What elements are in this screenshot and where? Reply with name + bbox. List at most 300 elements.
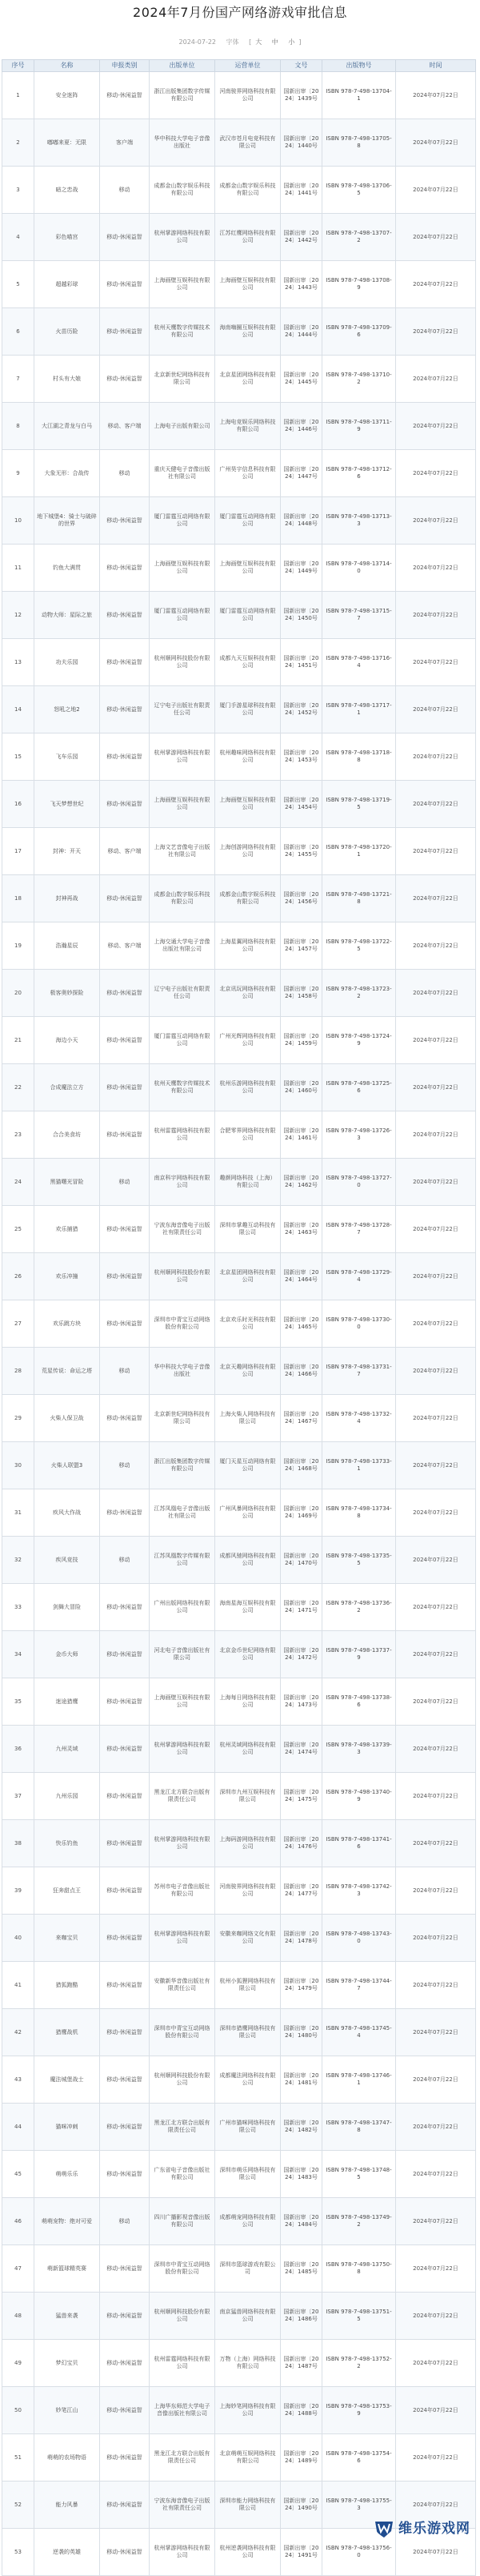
cell-publisher: 河北电子音像出版社有限公司 (150, 1631, 215, 1678)
cell-operator: 江苏红鹰网络科技有限公司 (215, 214, 281, 261)
cell-approval-no: 国新出审〔2024〕1461号 (281, 1111, 322, 1159)
cell-date: 2024年07月22日 (396, 733, 476, 781)
cell-isbn: ISBN 978-7-498-13719-5 (322, 781, 396, 828)
cell-publisher: 广州出版网络科技有限公司 (150, 1584, 215, 1631)
cell-isbn: ISBN 978-7-498-13709-6 (322, 308, 396, 356)
cell-no: 6 (2, 308, 34, 356)
cell-operator: 安徽来咖网络文化有限公司 (215, 1915, 281, 1962)
cell-publisher: 杭州雷霆网络科技有限公司 (150, 1111, 215, 1159)
cell-isbn: ISBN 978-7-498-13726-3 (322, 1111, 396, 1159)
cell-date: 2024年07月22日 (396, 1442, 476, 1489)
cell-game-name: 海边小天 (34, 1017, 100, 1064)
cell-publisher: 杭州掌游网络科技有限公司 (150, 1820, 215, 1867)
cell-no: 43 (2, 2056, 34, 2104)
cell-game-name: 九州灵域 (34, 1726, 100, 1773)
font-size-medium[interactable]: 中 (271, 38, 278, 46)
cell-date: 2024年07月22日 (396, 1064, 476, 1111)
font-size-small[interactable]: 小 (288, 38, 295, 46)
cell-game-name: 剑舞大冒险 (34, 1584, 100, 1631)
cell-no: 8 (2, 403, 34, 450)
table-row (2, 1348, 476, 1395)
cell-isbn: ISBN 978-7-498-13740-9 (322, 1773, 396, 1820)
cell-isbn: ISBN 978-7-498-13754-6 (322, 2434, 396, 2482)
cell-operator: 南京猛兽网络科技有限公司 (215, 2293, 281, 2340)
cell-operator: 杭州灵域网络科技有限公司 (215, 1726, 281, 1773)
cell-date: 2024年07月22日 (396, 497, 476, 545)
cell-isbn: ISBN 978-7-498-13732-4 (322, 1395, 396, 1442)
cell-isbn: ISBN 978-7-498-13724-9 (322, 1017, 396, 1064)
cell-publisher: 江苏凤凰数字传媒有限公司 (150, 1537, 215, 1584)
cell-no: 29 (2, 1395, 34, 1442)
cell-game-name: 能力风暴 (34, 2482, 100, 2529)
table-row (2, 308, 476, 356)
cell-operator: 上海每日网络科技有限公司 (215, 1678, 281, 1726)
font-size-label: 字体 (226, 38, 239, 46)
cell-no: 51 (2, 2434, 34, 2482)
cell-date: 2024年07月22日 (396, 1726, 476, 1773)
cell-approval-no: 国新出审〔2024〕1455号 (281, 828, 322, 875)
cell-date: 2024年07月22日 (396, 639, 476, 686)
cell-approval-no: 国新出审〔2024〕1458号 (281, 970, 322, 1017)
table-row (2, 1584, 476, 1631)
cell-category: 移动-休闲益智 (100, 72, 150, 119)
cell-game-name: 浩瀚星辰 (34, 922, 100, 970)
cell-isbn: ISBN 978-7-498-13752-2 (322, 2340, 396, 2387)
cell-game-name: 逆袭的英雄 (34, 2529, 100, 2576)
cell-no: 52 (2, 2482, 34, 2529)
cell-operator: 上海火柴人网络科技有限公司 (215, 1395, 281, 1442)
cell-publisher: 杭州掌游网络科技有限公司 (150, 1726, 215, 1773)
table-row (2, 1300, 476, 1348)
cell-approval-no: 国新出审〔2024〕1449号 (281, 545, 322, 592)
cell-category: 移动-休闲益智 (100, 1395, 150, 1442)
cell-operator: 厦门雷霆互动网络有限公司 (215, 497, 281, 545)
cell-approval-no: 国新出审〔2024〕1475号 (281, 1773, 322, 1820)
cell-category: 移动-休闲益智 (100, 1584, 150, 1631)
cell-approval-no: 国新出审〔2024〕1481号 (281, 2056, 322, 2104)
cell-publisher: 苏州市电子音像出版社有限公司 (150, 1867, 215, 1915)
cell-no: 25 (2, 1206, 34, 1253)
cell-game-name: 九州乐园 (34, 1773, 100, 1820)
cell-category: 移动-休闲益智 (100, 1867, 150, 1915)
cell-no: 42 (2, 2009, 34, 2056)
cell-date: 2024年07月22日 (396, 308, 476, 356)
cell-category: 移动 (100, 1159, 150, 1206)
cell-game-name: 飞车乐园 (34, 733, 100, 781)
cell-no: 17 (2, 828, 34, 875)
cell-isbn: ISBN 978-7-498-13741-6 (322, 1820, 396, 1867)
cell-approval-no: 国新出审〔2024〕1452号 (281, 686, 322, 733)
cell-no: 1 (2, 72, 34, 119)
cell-no: 22 (2, 1064, 34, 1111)
cell-game-name: 猎狐跑酷 (34, 1962, 100, 2009)
cell-category: 移动-休闲益智 (100, 2482, 150, 2529)
cell-date: 2024年07月22日 (396, 1253, 476, 1300)
cell-operator: 上海星翼网络科技有限公司 (215, 922, 281, 970)
table-row (2, 1395, 476, 1442)
cell-date: 2024年07月22日 (396, 2198, 476, 2245)
cell-category: 移动-休闲益智 (100, 308, 150, 356)
cell-no: 7 (2, 356, 34, 403)
table-row (2, 733, 476, 781)
cell-date: 2024年07月22日 (396, 356, 476, 403)
cell-approval-no: 国新出审〔2024〕1440号 (281, 119, 322, 167)
cell-publisher: 厦门雷霆互动网络有限公司 (150, 497, 215, 545)
cell-game-name: 欢乐冲撞 (34, 1253, 100, 1300)
cell-isbn: ISBN 978-7-498-13705-8 (322, 119, 396, 167)
cell-operator: 北京讯玩网络科技有限公司 (215, 970, 281, 1017)
cell-isbn: ISBN 978-7-498-13727-0 (322, 1159, 396, 1206)
cell-publisher: 黑龙江北方联合出版有限责任公司 (150, 1773, 215, 1820)
cell-approval-no: 国新出审〔2024〕1479号 (281, 1962, 322, 2009)
cell-publisher: 上海华东师范大学电子音像出版社有限公司 (150, 2387, 215, 2434)
cell-publisher: 黑龙江北方联合出版有限责任公司 (150, 2434, 215, 2482)
cell-operator: 成都九天互娱科技有限公司 (215, 639, 281, 686)
table-row (2, 2151, 476, 2198)
cell-game-name: 大江湖之青龙与白马 (34, 403, 100, 450)
font-size-switcher: [ 大 中 小 ] (249, 38, 302, 46)
cell-approval-no: 国新出审〔2024〕1456号 (281, 875, 322, 922)
cell-no: 34 (2, 1631, 34, 1678)
cell-date: 2024年07月22日 (396, 2482, 476, 2529)
cell-date: 2024年07月22日 (396, 2151, 476, 2198)
column-header-operator: 运营单位 (215, 60, 281, 72)
cell-category: 移动-休闲益智 (100, 1017, 150, 1064)
cell-date: 2024年07月22日 (396, 2245, 476, 2293)
cell-isbn: ISBN 978-7-498-13716-4 (322, 639, 396, 686)
cell-category: 移动-休闲益智 (100, 545, 150, 592)
cell-category: 移动-休闲益智 (100, 639, 150, 686)
cell-isbn: ISBN 978-7-498-13704-1 (322, 72, 396, 119)
cell-approval-no: 国新出审〔2024〕1478号 (281, 1915, 322, 1962)
cell-game-name: 萌萌乐乐 (34, 2151, 100, 2198)
table-row (2, 1253, 476, 1300)
cell-game-name: 安全迷阵 (34, 72, 100, 119)
cell-no: 30 (2, 1442, 34, 1489)
cell-date: 2024年07月22日 (396, 592, 476, 639)
cell-isbn: ISBN 978-7-498-13738-6 (322, 1678, 396, 1726)
cell-operator: 上海创游网络科技有限公司 (215, 828, 281, 875)
cell-approval-no: 国新出审〔2024〕1474号 (281, 1726, 322, 1773)
cell-isbn: ISBN 978-7-498-13755-3 (322, 2482, 396, 2529)
cell-publisher: 辽宁电子出版社有限责任公司 (150, 970, 215, 1017)
cell-operator: 广州光辉网络科技有限公司 (215, 1017, 281, 1064)
cell-date: 2024年07月22日 (396, 2056, 476, 2104)
table-row (2, 781, 476, 828)
cell-no: 23 (2, 1111, 34, 1159)
cell-no: 40 (2, 1915, 34, 1962)
cell-date: 2024年07月22日 (396, 1111, 476, 1159)
cell-operator: 广州风暴网络科技有限公司 (215, 1489, 281, 1537)
cell-no: 39 (2, 1867, 34, 1915)
cell-isbn: ISBN 978-7-498-13747-8 (322, 2104, 396, 2151)
table-row (2, 497, 476, 545)
cell-category: 移动 (100, 1348, 150, 1395)
cell-approval-no: 国新出审〔2024〕1468号 (281, 1442, 322, 1489)
cell-category: 移动-休闲益智 (100, 1631, 150, 1678)
cell-no: 26 (2, 1253, 34, 1300)
cell-isbn: ISBN 978-7-498-13749-2 (322, 2198, 396, 2245)
cell-approval-no: 国新出审〔2024〕1473号 (281, 1678, 322, 1726)
cell-approval-no: 国新出审〔2024〕1471号 (281, 1584, 322, 1631)
table-row (2, 1537, 476, 1584)
cell-operator: 深圳市九州互娱科技有限公司 (215, 1773, 281, 1820)
cell-category: 移动-休闲益智 (100, 2434, 150, 2482)
cell-operator: 厦门天星互动网络有限公司 (215, 1442, 281, 1489)
cell-date: 2024年07月22日 (396, 1631, 476, 1678)
w-shield-logo-icon (374, 2520, 394, 2538)
cell-category: 移动-休闲益智 (100, 1962, 150, 2009)
cell-game-name: 动物大师：星际之旅 (34, 592, 100, 639)
cell-approval-no: 国新出审〔2024〕1442号 (281, 214, 322, 261)
cell-date: 2024年07月22日 (396, 922, 476, 970)
cell-approval-no: 国新出审〔2024〕1467号 (281, 1395, 322, 1442)
cell-isbn: ISBN 978-7-498-13717-1 (322, 686, 396, 733)
cell-game-name: 火柴人保卫战 (34, 1395, 100, 1442)
cell-approval-no: 国新出审〔2024〕1447号 (281, 450, 322, 497)
cell-no: 16 (2, 781, 34, 828)
cell-no: 5 (2, 261, 34, 308)
cell-publisher: 杭州掌游网络科技有限公司 (150, 2529, 215, 2576)
approval-table (2, 59, 476, 2576)
cell-no: 49 (2, 2340, 34, 2387)
cell-publisher: 成都金山数字娱乐科技有限公司 (150, 167, 215, 214)
cell-category: 移动 (100, 1537, 150, 1584)
cell-no: 10 (2, 497, 34, 545)
cell-approval-no: 国新出审〔2024〕1465号 (281, 1300, 322, 1348)
cell-game-name: 合合美食坊 (34, 1111, 100, 1159)
column-header-publisher: 出版单位 (150, 60, 215, 72)
cell-publisher: 杭州雷霆网络科技有限公司 (150, 2340, 215, 2387)
cell-date: 2024年07月22日 (396, 1537, 476, 1584)
cell-operator: 武汉市苍月电竞科技有限公司 (215, 119, 281, 167)
cell-publisher: 宁波东海音像电子出版社有限责任公司 (150, 2482, 215, 2529)
cell-approval-no: 国新出审〔2024〕1480号 (281, 2009, 322, 2056)
cell-publisher: 杭州天鹰数字传媒技术有限公司 (150, 308, 215, 356)
cell-isbn: ISBN 978-7-498-13725-6 (322, 1064, 396, 1111)
cell-category: 移动-休闲益智 (100, 261, 150, 308)
table-row (2, 545, 476, 592)
font-size-large[interactable]: 大 (255, 38, 262, 46)
cell-game-name: 快乐钓鱼 (34, 1820, 100, 1867)
cell-category: 移动-休闲益智 (100, 875, 150, 922)
cell-isbn: ISBN 978-7-498-13710-2 (322, 356, 396, 403)
cell-approval-no: 国新出审〔2024〕1443号 (281, 261, 322, 308)
cell-approval-no: 国新出审〔2024〕1485号 (281, 2245, 322, 2293)
cell-category: 移动 (100, 1442, 150, 1489)
cell-no: 36 (2, 1726, 34, 1773)
cell-isbn: ISBN 978-7-498-13746-1 (322, 2056, 396, 2104)
cell-publisher: 杭州掌游网络科技有限公司 (150, 733, 215, 781)
cell-isbn: ISBN 978-7-498-13742-3 (322, 1867, 396, 1915)
cell-date: 2024年07月22日 (396, 1773, 476, 1820)
column-header-approval-no: 文号 (281, 60, 322, 72)
cell-no: 41 (2, 1962, 34, 2009)
article-meta (0, 38, 480, 46)
table-row (2, 214, 476, 261)
cell-approval-no: 国新出审〔2024〕1491号 (281, 2529, 322, 2576)
table-row (2, 592, 476, 639)
cell-isbn: ISBN 978-7-498-13708-9 (322, 261, 396, 308)
cell-isbn: ISBN 978-7-498-13744-7 (322, 1962, 396, 2009)
cell-game-name: 火苗历险 (34, 308, 100, 356)
cell-operator: 杭州小狐狸网络科技有限公司 (215, 1962, 281, 2009)
table-row (2, 2245, 476, 2293)
cell-no: 46 (2, 2198, 34, 2245)
cell-no: 21 (2, 1017, 34, 1064)
cell-date: 2024年07月22日 (396, 1395, 476, 1442)
cell-game-name: 封神：开天 (34, 828, 100, 875)
cell-operator: 杭州乐游网络科技有限公司 (215, 1064, 281, 1111)
cell-operator: 北京星团网络科技有限公司 (215, 356, 281, 403)
cell-publisher: 深圳市中青宝互动网络股份有限公司 (150, 1300, 215, 1348)
cell-game-name: 超越彩球 (34, 261, 100, 308)
table-row (2, 875, 476, 922)
cell-game-name: 来咖宝贝 (34, 1915, 100, 1962)
table-row (2, 1489, 476, 1537)
cell-publisher: 深圳市中青宝互动网络股份有限公司 (150, 2245, 215, 2293)
cell-category: 移动-休闲益智 (100, 356, 150, 403)
page-header (0, 0, 480, 48)
cell-publisher: 上海交通大学电子音像出版社有限公司 (150, 922, 215, 970)
cell-operator: 海南星海互娱科技有限公司 (215, 1584, 281, 1631)
cell-publisher: 四川广播影视音像出版有限公司 (150, 2198, 215, 2245)
cell-game-name: 荒星传说：命运之塔 (34, 1348, 100, 1395)
cell-operator: 上海画壁互娱科技有限公司 (215, 781, 281, 828)
table-row (2, 686, 476, 733)
column-header-isbn: 出版物号 (322, 60, 396, 72)
cell-date: 2024年07月22日 (396, 119, 476, 167)
cell-no: 35 (2, 1678, 34, 1726)
cell-category: 移动-休闲益智 (100, 1489, 150, 1537)
cell-operator: 厦门手游星球科技有限公司 (215, 686, 281, 733)
table-row (2, 922, 476, 970)
table-row (2, 970, 476, 1017)
table-row (2, 1206, 476, 1253)
cell-publisher: 杭州顺网科技股份有限公司 (150, 2056, 215, 2104)
cell-date: 2024年07月22日 (396, 2387, 476, 2434)
cell-approval-no: 国新出审〔2024〕1451号 (281, 639, 322, 686)
cell-category: 移动、客户端 (100, 828, 150, 875)
cell-game-name: 疾风竞技 (34, 1537, 100, 1584)
cell-date: 2024年07月22日 (396, 1489, 476, 1537)
publish-date: 2024-07-22 (178, 38, 217, 46)
cell-publisher: 辽宁电子出版社有限责任公司 (150, 686, 215, 733)
cell-no: 11 (2, 545, 34, 592)
cell-no: 33 (2, 1584, 34, 1631)
cell-category: 移动-休闲益智 (100, 592, 150, 639)
cell-game-name: 金币大师 (34, 1631, 100, 1678)
cell-game-name: 欢乐跳方块 (34, 1300, 100, 1348)
cell-approval-no: 国新出审〔2024〕1441号 (281, 167, 322, 214)
cell-isbn: ISBN 978-7-498-13707-2 (322, 214, 396, 261)
cell-isbn: ISBN 978-7-498-13720-1 (322, 828, 396, 875)
table-body (2, 72, 476, 2576)
cell-publisher: 杭州顺网科技股份有限公司 (150, 2293, 215, 2340)
cell-publisher: 南京科宇网络科技有限公司 (150, 1159, 215, 1206)
cell-category: 移动-休闲益智 (100, 686, 150, 733)
table-row (2, 2104, 476, 2151)
cell-game-name: 黑猫曙光冒险 (34, 1159, 100, 1206)
cell-isbn: ISBN 978-7-498-13743-0 (322, 1915, 396, 1962)
table-row (2, 2198, 476, 2245)
cell-operator: 海南嗨圈互娱科技有限公司 (215, 308, 281, 356)
cell-isbn: ISBN 978-7-498-13733-1 (322, 1442, 396, 1489)
cell-operator: 河南骏界网络科技有限公司 (215, 72, 281, 119)
cell-game-name: 钓鱼大满贯 (34, 545, 100, 592)
cell-isbn: ISBN 978-7-498-13751-5 (322, 2293, 396, 2340)
cell-no: 45 (2, 2151, 34, 2198)
table-header-row (2, 60, 476, 72)
cell-date: 2024年07月22日 (396, 1820, 476, 1867)
cell-operator: 广州市猫咪网络科技有限公司 (215, 2104, 281, 2151)
table-row (2, 1631, 476, 1678)
cell-isbn: ISBN 978-7-498-13711-9 (322, 403, 396, 450)
cell-date: 2024年07月22日 (396, 2009, 476, 2056)
cell-date: 2024年07月22日 (396, 1678, 476, 1726)
page-title: 2024年7月份国产网络游戏审批信息 (133, 5, 347, 20)
table-row (2, 119, 476, 167)
cell-isbn: ISBN 978-7-498-13736-2 (322, 1584, 396, 1631)
cell-no: 31 (2, 1489, 34, 1537)
cell-date: 2024年07月22日 (396, 2340, 476, 2387)
table-row (2, 828, 476, 875)
cell-approval-no: 国新出审〔2024〕1459号 (281, 1017, 322, 1064)
cell-date: 2024年07月22日 (396, 781, 476, 828)
cell-isbn: ISBN 978-7-498-13748-5 (322, 2151, 396, 2198)
cell-game-name: 猛兽来袭 (34, 2293, 100, 2340)
cell-date: 2024年07月22日 (396, 1962, 476, 2009)
cell-game-name: 妙笔江山 (34, 2387, 100, 2434)
cell-publisher: 上海画壁互娱科技有限公司 (150, 1678, 215, 1726)
cell-date: 2024年07月22日 (396, 1159, 476, 1206)
cell-operator: 万物（上海）网络科技有限公司 (215, 2340, 281, 2387)
cell-approval-no: 国新出审〔2024〕1439号 (281, 72, 322, 119)
cell-publisher: 杭州掌游网络科技有限公司 (150, 214, 215, 261)
cell-game-name: 极客奥妙探险 (34, 970, 100, 1017)
cell-category: 移动-休闲益智 (100, 1678, 150, 1726)
cell-approval-no: 国新出审〔2024〕1477号 (281, 1867, 322, 1915)
cell-date: 2024年07月22日 (396, 1348, 476, 1395)
cell-publisher: 浙江出版集团数字传媒有限公司 (150, 1442, 215, 1489)
cell-publisher: 江苏凤凰电子音像出版社有限公司 (150, 1489, 215, 1537)
cell-category: 移动-休闲益智 (100, 1726, 150, 1773)
cell-approval-no: 国新出审〔2024〕1445号 (281, 356, 322, 403)
table-row (2, 2009, 476, 2056)
cell-publisher: 北京新世纪网络科技有限公司 (150, 1395, 215, 1442)
cell-publisher: 上海画壁互娱科技有限公司 (150, 545, 215, 592)
cell-game-name: 地下城堡4：骑士与破碎的世界 (34, 497, 100, 545)
cell-approval-no: 国新出审〔2024〕1483号 (281, 2151, 322, 2198)
cell-isbn: ISBN 978-7-498-13756-0 (322, 2529, 396, 2576)
cell-category: 移动、客户端 (100, 403, 150, 450)
table-row (2, 1726, 476, 1773)
table-row (2, 1867, 476, 1915)
cell-approval-no: 国新出审〔2024〕1460号 (281, 1064, 322, 1111)
cell-date: 2024年07月22日 (396, 686, 476, 733)
cell-operator: 上海画壁互娱科技有限公司 (215, 545, 281, 592)
cell-operator: 上海电竞娱乐网络科技有限公司 (215, 403, 281, 450)
cell-approval-no: 国新出审〔2024〕1454号 (281, 781, 322, 828)
table-row (2, 1111, 476, 1159)
cell-publisher: 北京新世纪网络科技有限公司 (150, 356, 215, 403)
cell-isbn: ISBN 978-7-498-13712-6 (322, 450, 396, 497)
cell-game-name: 彩色喵宫 (34, 214, 100, 261)
cell-approval-no: 国新出审〔2024〕1484号 (281, 2198, 322, 2245)
cell-game-name: 萌萌的农场物语 (34, 2434, 100, 2482)
cell-isbn: ISBN 978-7-498-13750-8 (322, 2245, 396, 2293)
cell-category: 移动-休闲益智 (100, 2529, 150, 2576)
